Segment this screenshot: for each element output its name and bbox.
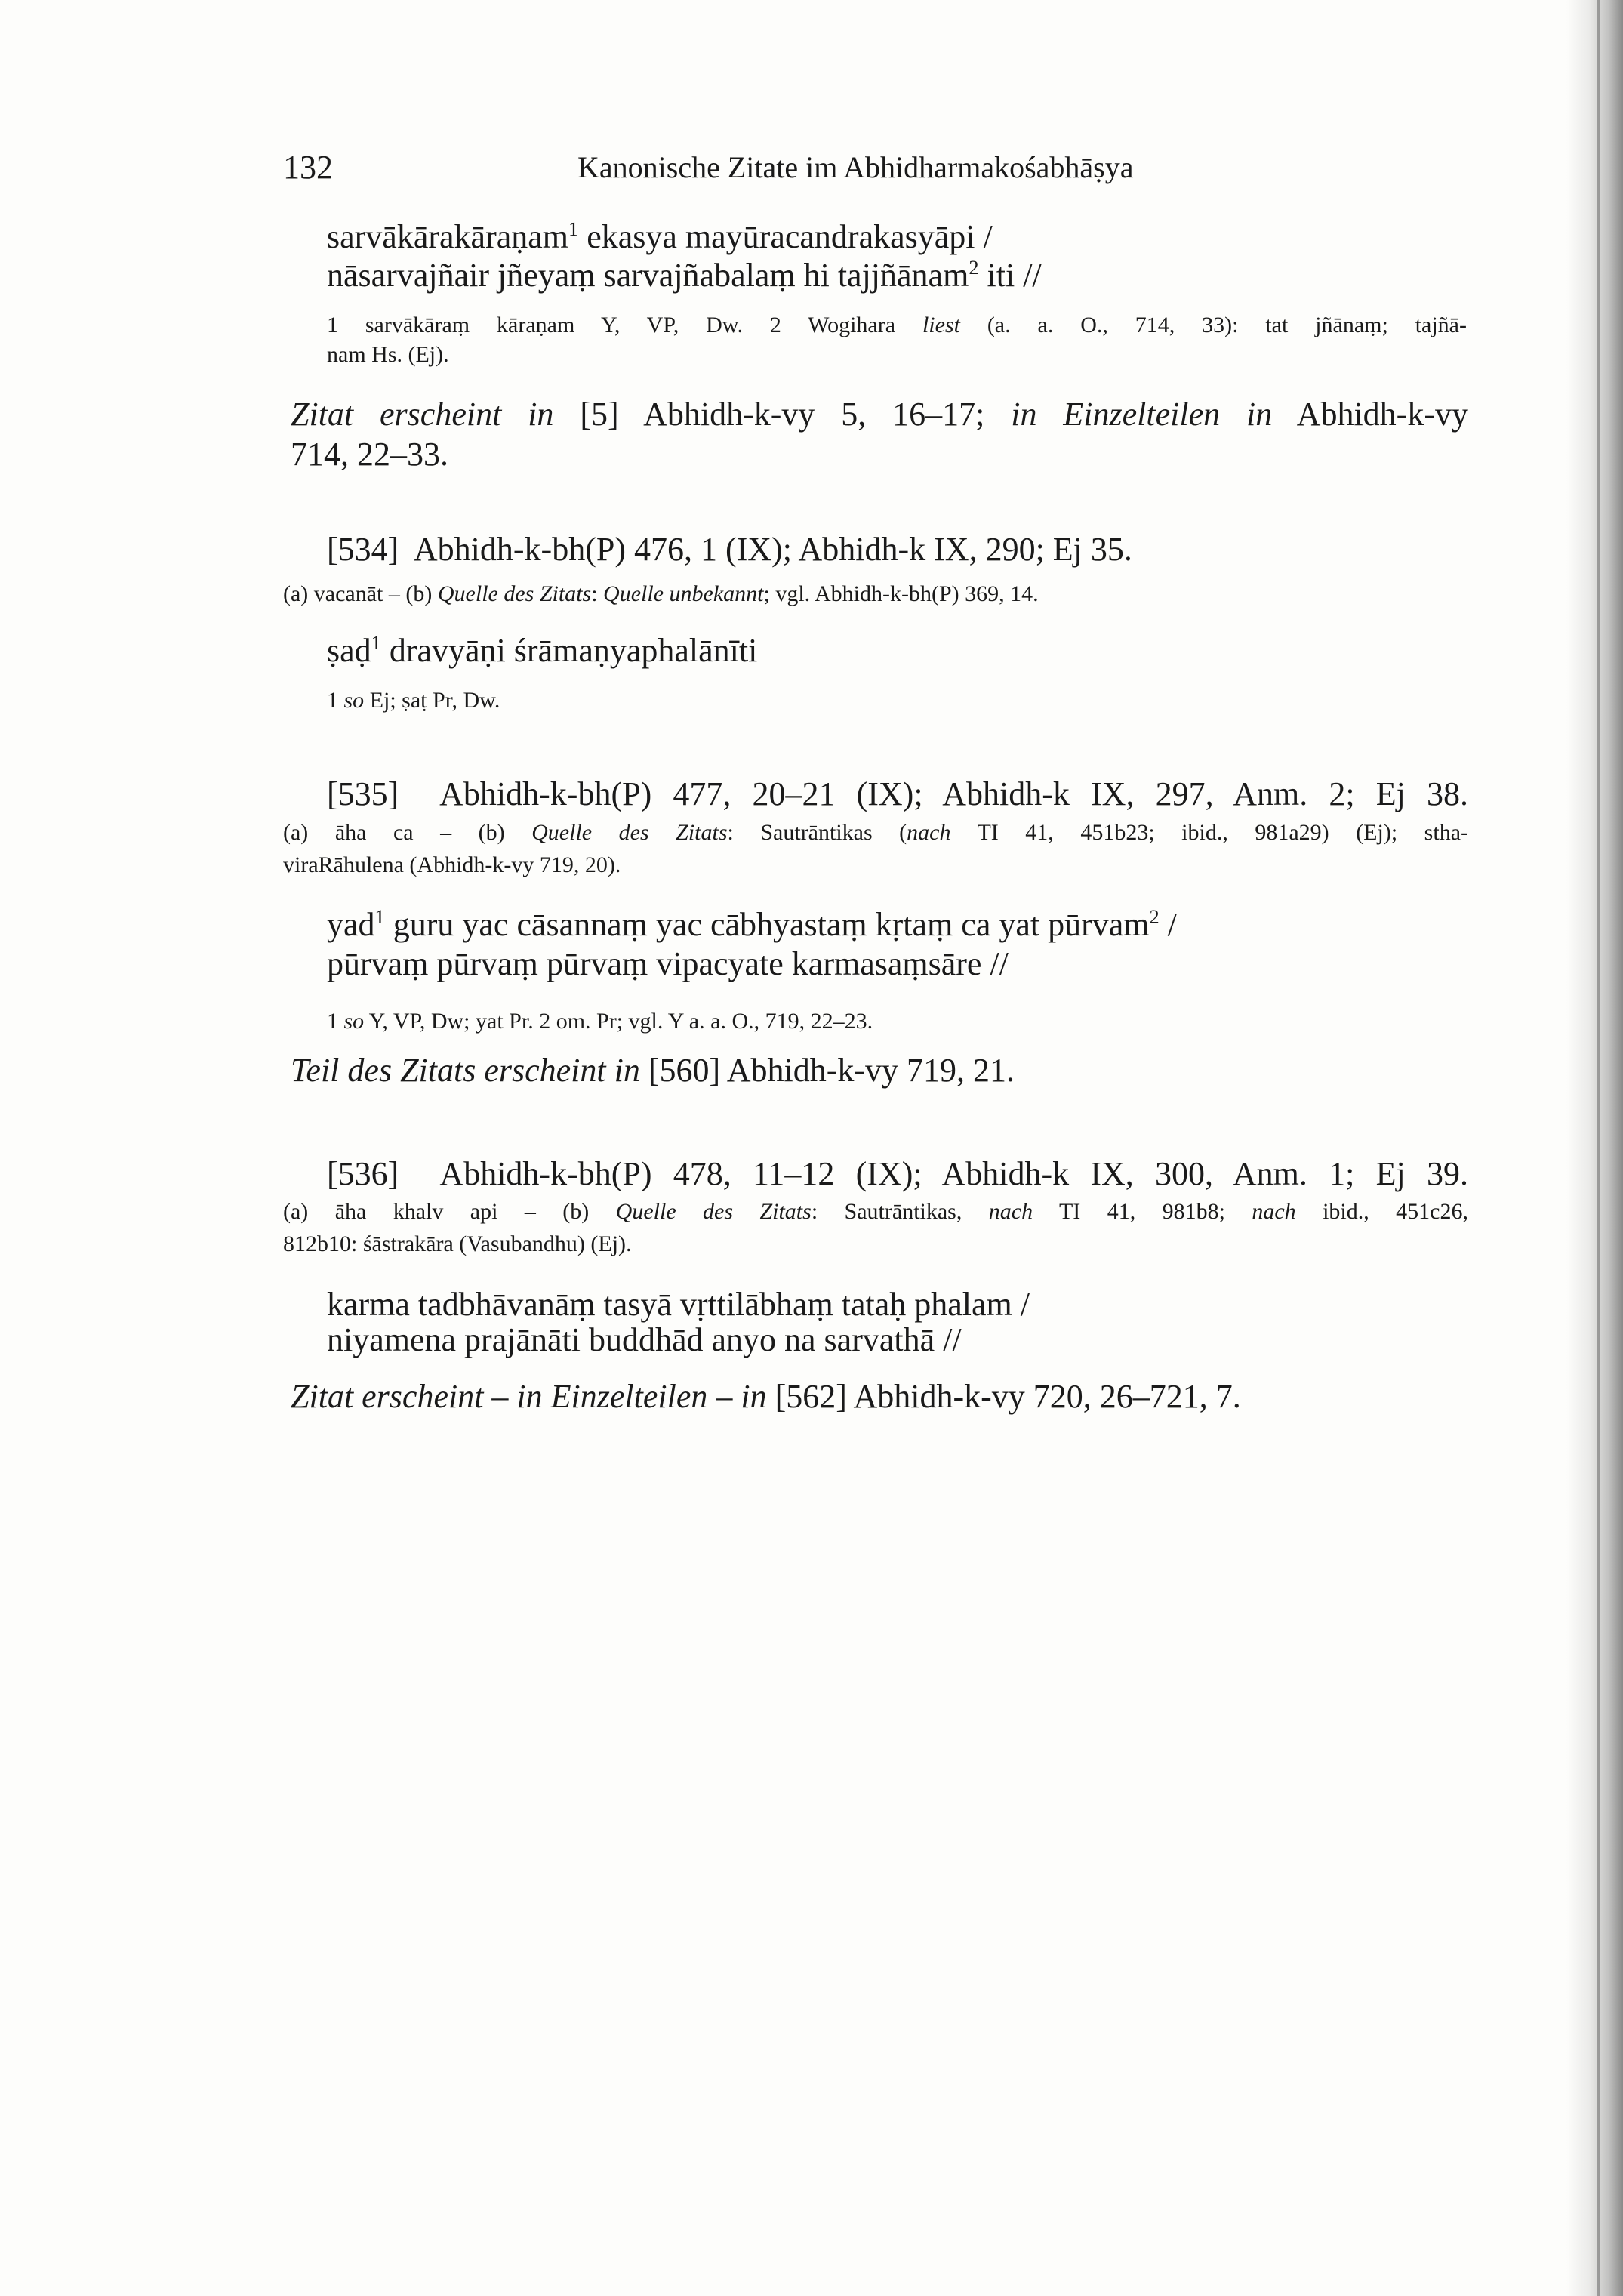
entry-note: viraRāhulena (Abhidh-k-vy 719, 20). bbox=[283, 852, 621, 877]
entry-note: (a) āha ca – (b) Quelle des Zitats: Sautrāntikas (nach TI 41, 451b23; ibid., 981a29) (Ej); stha- bbox=[283, 820, 1468, 845]
scan-edge-shadow bbox=[1566, 0, 1623, 2296]
footnote: nam Hs. (Ej). bbox=[327, 342, 449, 367]
entry-note: (a) āha khalv api – (b) Quelle des Zitats: Sautrāntikas, nach TI 41, 981b8; nach ibid., 451c26, bbox=[283, 1199, 1468, 1224]
verse-line: ṣaḍ$^1$ dravyāṇi śrāmaṇyaphalānīti bbox=[327, 631, 758, 669]
verse-line: nāsarvajñair jñeyaṃ sarvajñabalaṃ hi tajjñānam$^2$ iti // bbox=[327, 256, 1042, 294]
entry-heading: [535] Abhidh-k-bh(P) 477, 20–21 (IX); Abhidh-k IX, 297, Anm. 2; Ej 38. bbox=[327, 775, 1468, 812]
page-number: 132 bbox=[283, 149, 333, 186]
entry-heading: [534] Abhidh-k-bh(P) 476, 1 (IX); Abhidh-k IX, 290; Ej 35. bbox=[327, 531, 1132, 568]
entry-heading: [536] Abhidh-k-bh(P) 478, 11–12 (IX); Abhidh-k IX, 300, Anm. 1; Ej 39. bbox=[327, 1155, 1468, 1192]
verse-line: sarvākārakāraṇam$^1$ ekasya mayūracandrakasyāpi / bbox=[327, 217, 993, 255]
zitat-note: Zitat erscheint – in Einzelteilen – in [562] Abhidh-k-vy 720, 26–721, 7. bbox=[291, 1378, 1241, 1415]
footnote: 1 so Ej; ṣaṭ Pr, Dw. bbox=[327, 688, 500, 713]
entry-note: 812b10: śāstrakāra (Vasubandhu) (Ej). bbox=[283, 1231, 632, 1256]
verse-line: pūrvaṃ pūrvaṃ pūrvaṃ vipacyate karmasaṃsāre // bbox=[327, 945, 1009, 982]
zitat-note: Zitat erscheint in [5] Abhidh-k-vy 5, 16–17; in Einzelteilen in Abhidh-k-vy bbox=[291, 396, 1468, 433]
footnote: 1 sarvākāraṃ kāraṇam Y, VP, Dw. 2 Wogihara liest (a. a. O., 714, 33): tat jñānaṃ; tajñā- bbox=[327, 313, 1467, 337]
verse-line: karma tadbhāvanāṃ tasyā vṛttilābhaṃ tataḥ phalam / bbox=[327, 1286, 1030, 1323]
footnote: 1 so Y, VP, Dw; yat Pr. 2 om. Pr; vgl. Y a. a. O., 719, 22–23. bbox=[327, 1009, 873, 1034]
entry-note: (a) vacanāt – (b) Quelle des Zitats: Quelle unbekannt; vgl. Abhidh-k-bh(P) 369, 14. bbox=[283, 581, 1039, 606]
running-title: Kanonische Zitate im Abhidharmakośabhāṣya bbox=[577, 150, 1134, 184]
verse-line: niyamena prajānāti buddhād anyo na sarvathā // bbox=[327, 1321, 962, 1358]
verse-line: yad$^1$ guru yac cāsannaṃ yac cābhyastaṃ kṛtaṃ ca yat pūrvam$^2$ / bbox=[327, 905, 1177, 943]
scan-edge-line bbox=[1597, 0, 1600, 2296]
zitat-note: 714, 22–33. bbox=[291, 436, 448, 473]
zitat-note: Teil des Zitats erscheint in [560] Abhidh-k-vy 719, 21. bbox=[291, 1052, 1015, 1089]
